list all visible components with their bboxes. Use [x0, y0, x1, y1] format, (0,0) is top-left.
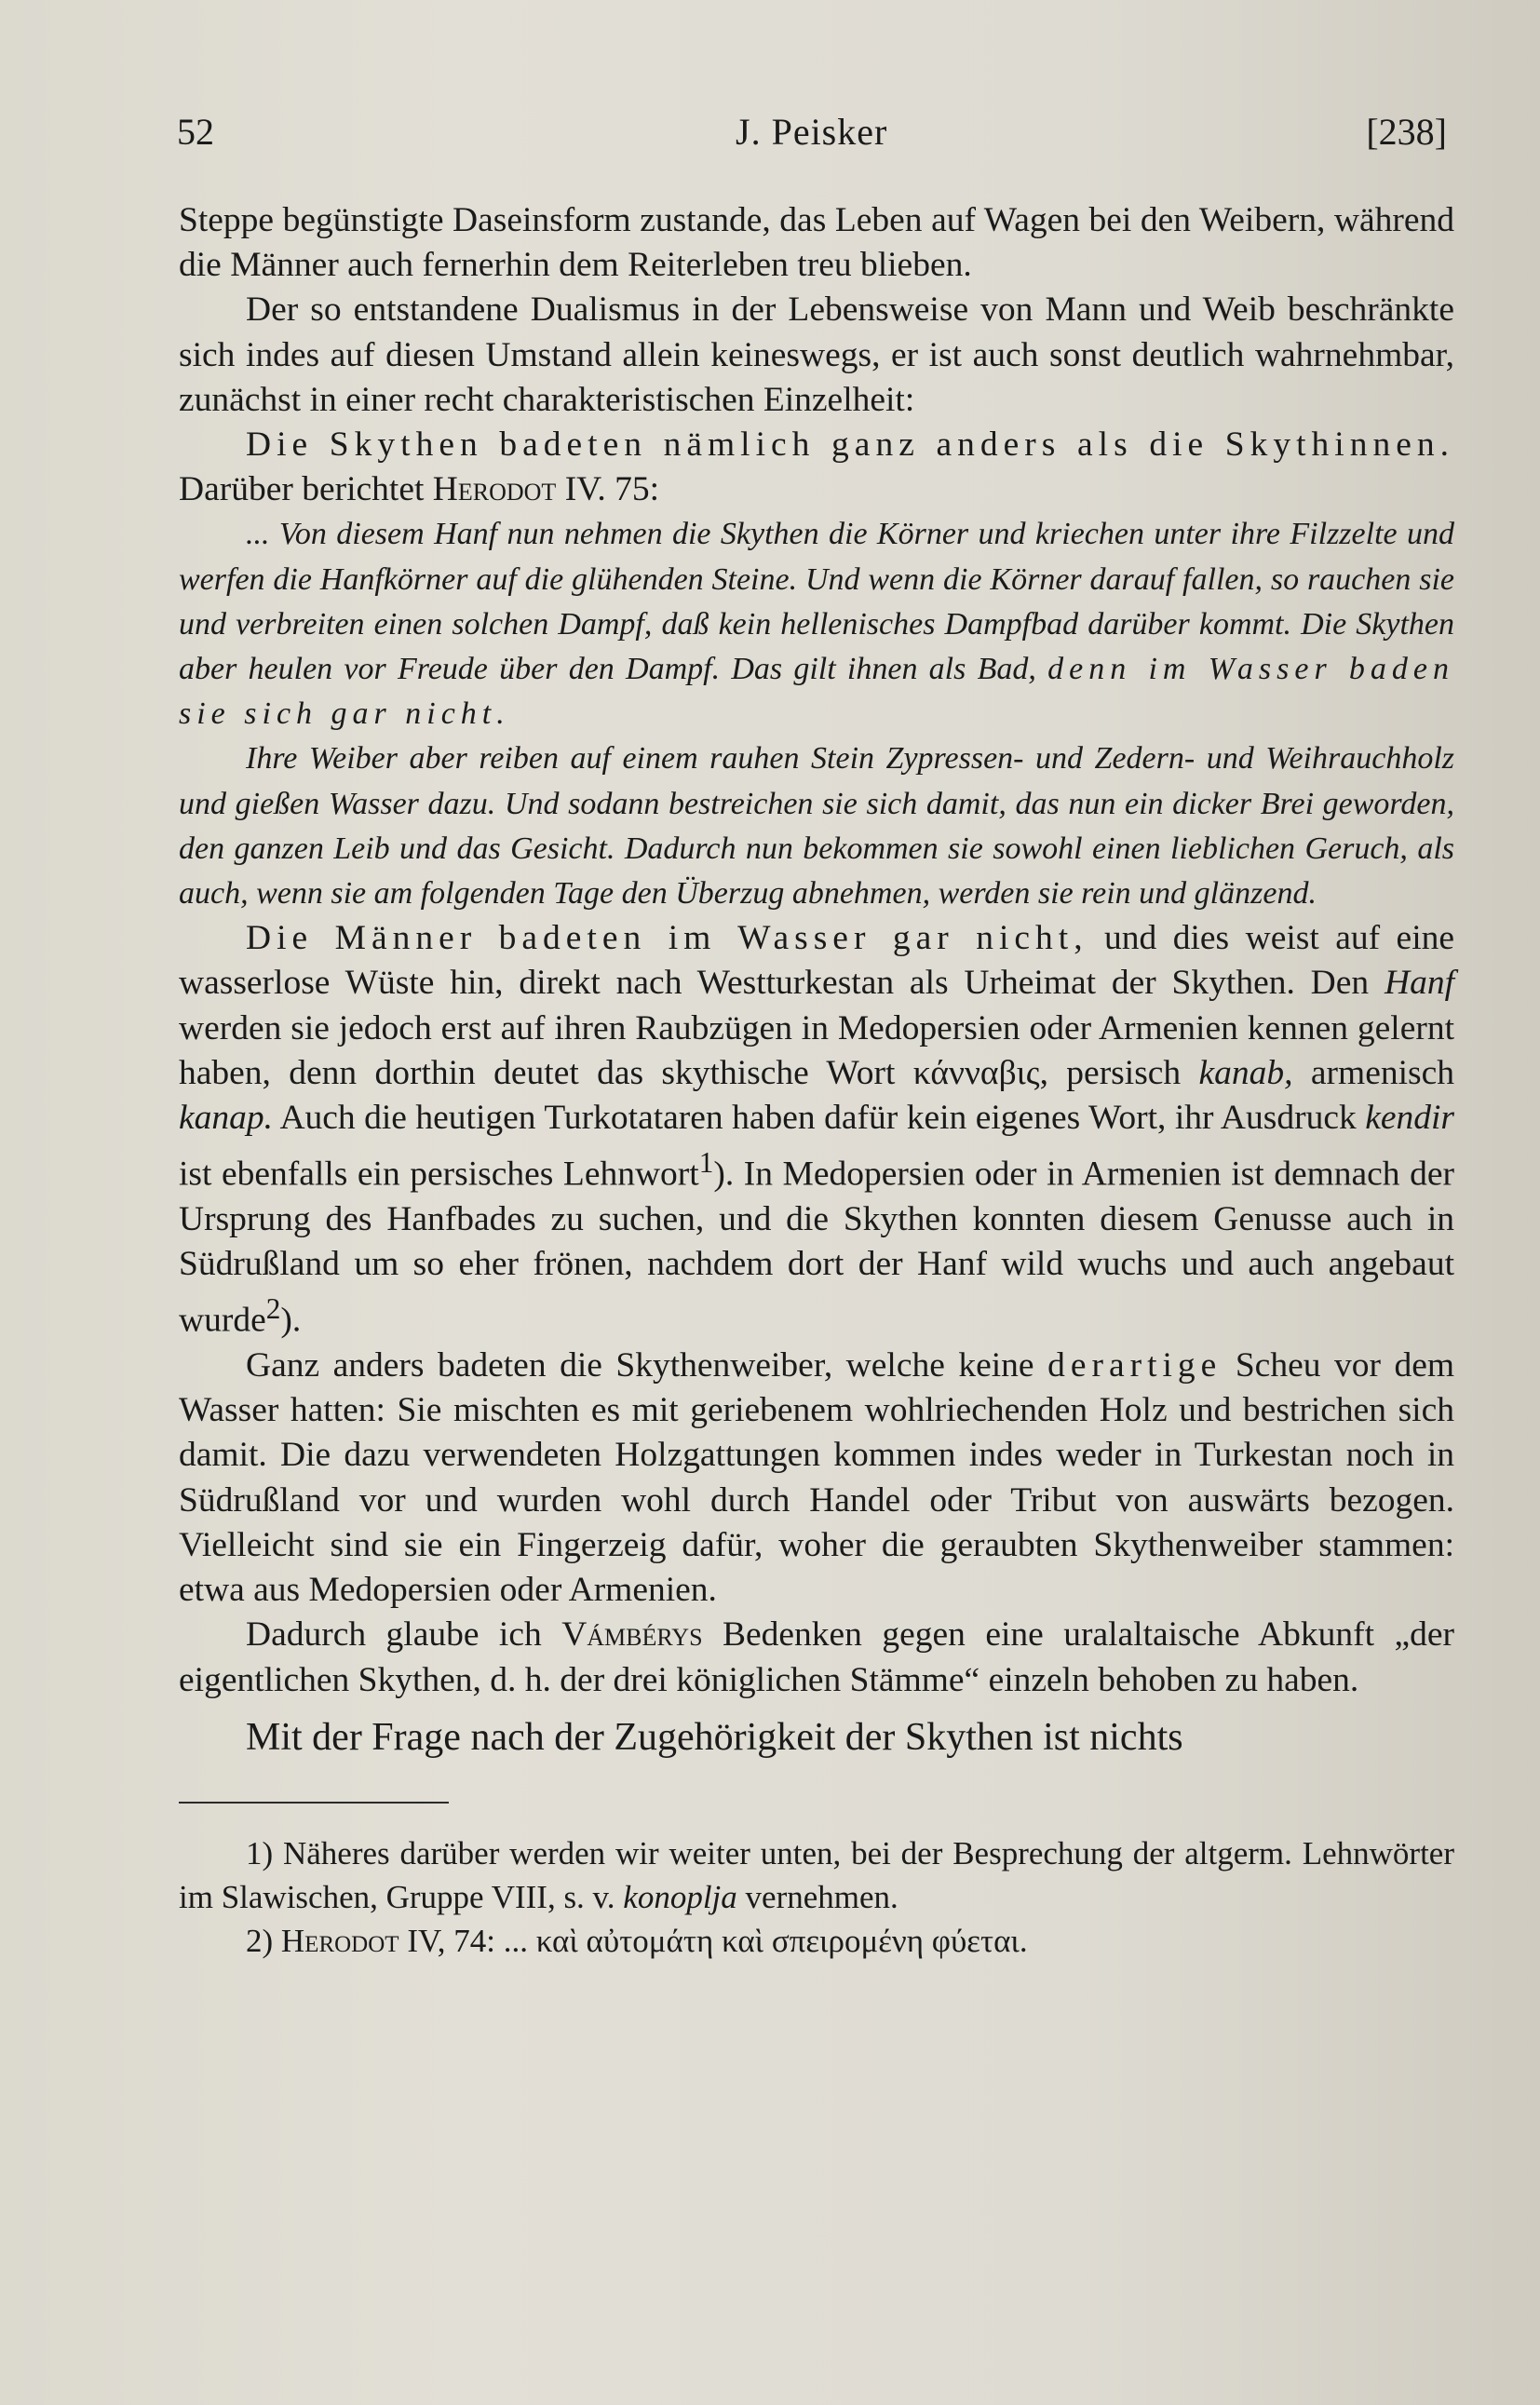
- quotation-2: [179, 736, 1454, 916]
- paragraph-2-text: Der so entstandene Dualismus in der Lebensweise von Mann und Weib beschränkte sich indes auf diesen Umstand allein keineswegs, er ist auch sonst deutlich wahrnehmbar, zunächst in einer recht charakteristischen Einzelheit:: [179, 290, 1454, 419]
- paragraph-2: [179, 288, 1454, 423]
- paragraph-4-text: und dies weist auf eine wasserlose Wüste hin, direkt nach Westturkestan als Urheimat der Skythen. Den: [179, 919, 1455, 1003]
- paragraph-5-text: Scheu vor dem Wasser hatten: Sie mischten es mit geriebenem wohlriechenden Holz und bestrichen sich damit. Die dazu verwendeten Holzgattungen kommen indes weder in Turkestan noch in Südrußland vor und wurden wohl durch Handel oder Tribut von auswärts bezogen. Vielleicht sind sie ein Fingerzeig dafür, woher die geraubten Skythenweiber stammen: etwa aus Medopersien oder Armenien.: [179, 1346, 1455, 1610]
- paragraph-3-text: Darüber berichtet: [179, 470, 425, 509]
- author-vambery: Vámbérys: [561, 1615, 703, 1655]
- author-herodot: Herodot: [280, 1922, 399, 1959]
- footnote-2: [179, 1919, 1454, 1963]
- paragraph-5-text: Ganz anders badeten die Skythenweiber, welche keine: [246, 1346, 1034, 1385]
- paragraph-1-text: Steppe begünstigte Daseinsform zustande, das Leben auf Wagen bei den Weibern, während die Männer auch fernerhin dem Reiterleben treu blieben.: [179, 201, 1454, 285]
- word-hanf: Hanf: [1385, 964, 1454, 1003]
- footnote-marker-1[interactable]: 1: [698, 1146, 714, 1180]
- paragraph-4-text: ). In Medopersien oder in Armenien ist demnach der Ursprung des Hanfbades zu suchen, und die Skythen konnten diesem Genusse auch in Südrußland um so eher frönen, nachdem dort der Hanf wild wuchs und auch angebaut wurde: [179, 1155, 1454, 1340]
- paragraph-7-text: Mit der Frage nach der Zugehörigkeit der Skythen ist nichts: [246, 1715, 1183, 1759]
- paragraph-1: [179, 198, 1454, 288]
- paragraph-4-text: werden sie jedoch erst auf ihren Raubzügen in Medopersien oder Armenien kennen gelernt haben, denn dorthin deutet das skythische Wort κάνναβις, persisch: [179, 1008, 1454, 1092]
- word-kanab: kanab,: [1198, 1053, 1293, 1092]
- quotation-1-text: ... Von diesem Hanf nun nehmen die Skythen die Körner und kriechen unter ihre Filzzelte und werfen die Hanfkörner auf die glühenden Steine. Und wenn die Körner darauf fallen, so rauchen sie und verbreiten einen solchen Dampf, daß kein hellenisches Dampfbad darüber kommt. Die Skythen aber heulen vor Freude über den Dampf. Das gilt ihnen als Bad,: [179, 517, 1454, 687]
- paragraph-4-text: Auch die heutigen Turkotataren haben dafür kein eigenes Wort, ihr Ausdruck: [279, 1099, 1357, 1138]
- spaced-emphasis: Die Skythen badeten nämlich ganz anders als die Skythinnen.: [246, 426, 1454, 465]
- word-konoplja: konoplja: [623, 1878, 737, 1915]
- page-number: 52: [177, 111, 214, 153]
- paragraph-5: [179, 1344, 1454, 1613]
- paragraph-4-text: armenisch: [1310, 1053, 1455, 1092]
- footnote-1: [179, 1831, 1454, 1919]
- paragraph-3: [179, 423, 1454, 512]
- running-header: [177, 110, 1447, 166]
- paragraph-4-text: ).: [280, 1301, 302, 1340]
- word-kendir: kendir: [1365, 1099, 1454, 1138]
- paragraph-3-reference: IV. 75:: [564, 470, 660, 509]
- footnote-2-number: 2): [246, 1922, 274, 1959]
- footnote-1-text: vernehmen.: [745, 1878, 898, 1915]
- footnote-2-text: IV, 74: ... καὶ αὐτομάτη καὶ σπειρομένη φύεται.: [407, 1922, 1028, 1959]
- quotation-2-text: Ihre Weiber aber reiben auf einem rauhen Stein Zypressen- und Zedern- und Weihrauchholz und gießen Wasser dazu. Und sodann bestreichen sie sich damit, das nun ein dicker Brei geworden, den ganzen Leib und das Gesicht. Dadurch nun bekommen sie sowohl einen lieblichen Geruch, als auch, wenn sie am folgenden Tage den Überzug abnehmen, werden sie rein und glänzend.: [179, 741, 1454, 912]
- footnote-1-text: 1) Näheres darüber werden wir weiter unten, bei der Besprechung der altgerm. Lehnwörter im Slawischen, Gruppe VIII, s. v.: [179, 1834, 1454, 1915]
- paragraph-4: [179, 916, 1454, 1344]
- quotation-1-spaced: denn im Wasser baden sie sich gar nicht.: [179, 652, 1455, 732]
- footnote-marker-2[interactable]: 2: [265, 1292, 281, 1326]
- paragraph-6-text: Dadurch glaube ich: [246, 1615, 542, 1655]
- quotation-1: [179, 512, 1454, 736]
- paragraph-6-text: Bedenken gegen eine uralaltaische Abkunft „der eigentlichen Skythen, d. h. der drei königlichen Stämme“ einzeln behoben zu haben.: [179, 1615, 1454, 1699]
- header-author: J. Peisker: [736, 111, 888, 153]
- original-page-reference: [238]: [1366, 111, 1447, 153]
- paragraph-4-text: ist ebenfalls ein persisches Lehnwort: [179, 1155, 699, 1194]
- paragraph-7: [179, 1712, 1454, 1763]
- paragraph-6: [179, 1613, 1454, 1702]
- main-text: [179, 198, 1454, 1963]
- footnote-divider: [179, 1802, 449, 1804]
- author-herodot: Herodot: [432, 470, 557, 509]
- word-kanap: kanap.: [179, 1099, 274, 1138]
- spaced-emphasis: Die Männer badeten im Wasser gar nicht,: [246, 919, 1088, 958]
- spaced-emphasis: derartige: [1047, 1346, 1223, 1385]
